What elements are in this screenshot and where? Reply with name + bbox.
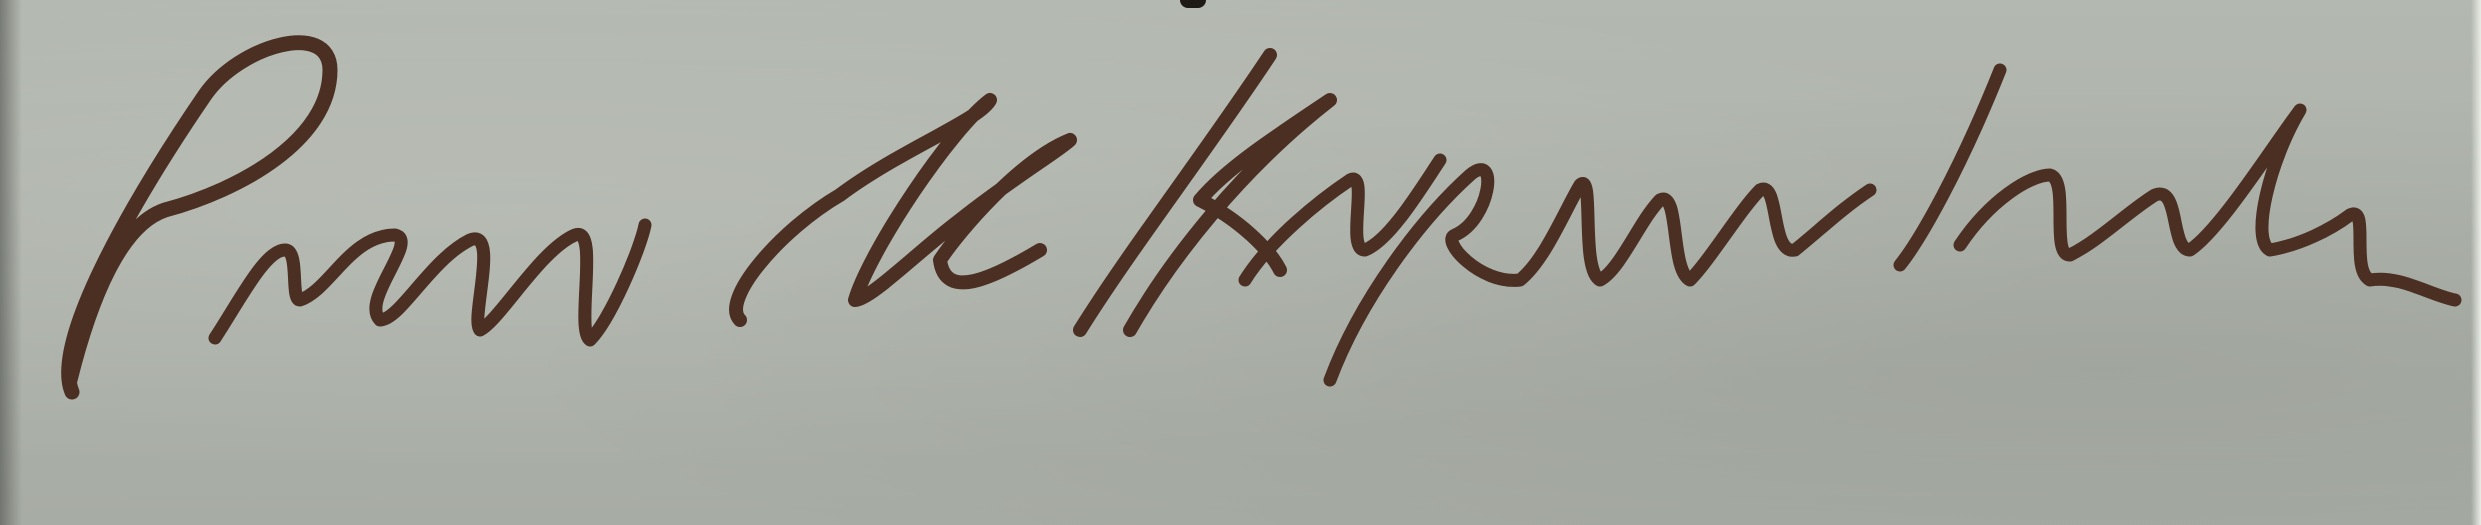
- stroke-letter-p: [69, 43, 330, 392]
- signature-ink: [69, 43, 2455, 392]
- stroke-letter-k: [1080, 55, 1330, 330]
- stroke-letters-rem: [215, 225, 645, 340]
- scan-edge-highlight: [2471, 0, 2481, 525]
- stroke-letters-de: [736, 100, 1070, 320]
- stroke-letters-apurthala: [1245, 70, 2455, 380]
